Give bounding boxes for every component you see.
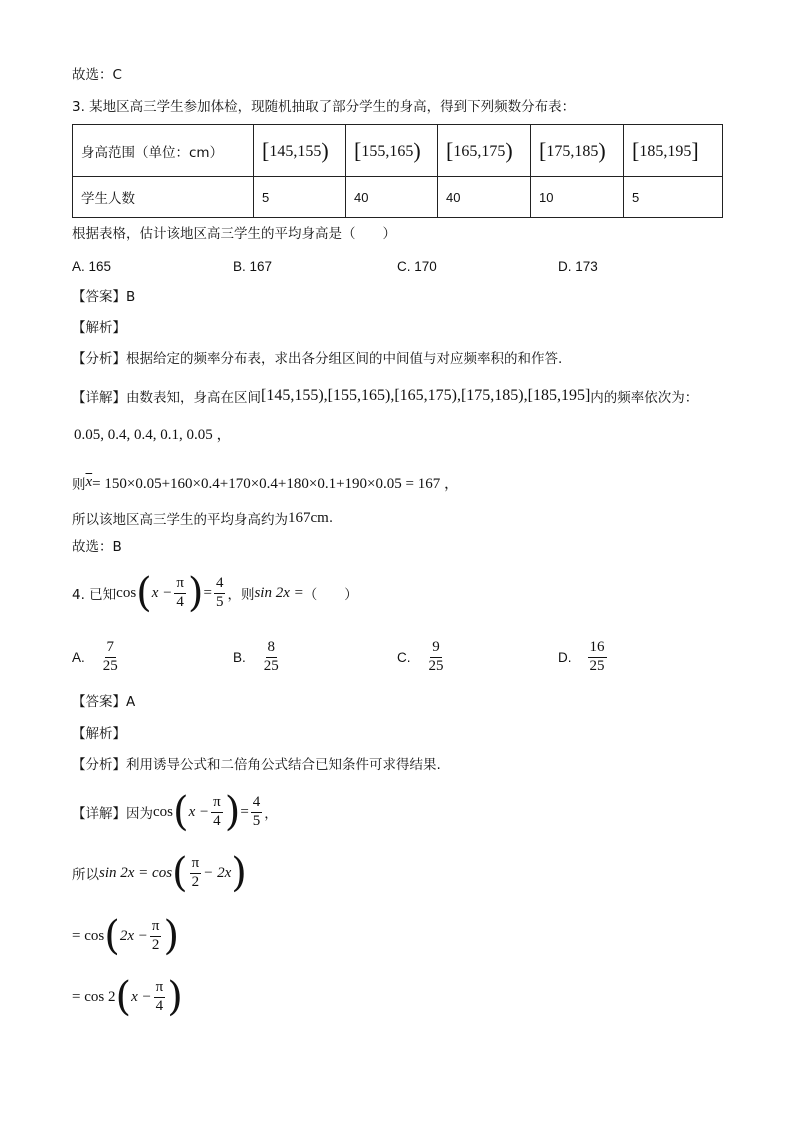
table-cell-interval: [155,165) [346, 125, 438, 177]
x-minus: x − [151, 584, 173, 601]
table-cell-count: 5 [624, 177, 723, 218]
q3-analysis-tag: 【解析】 [72, 320, 126, 336]
fraction-pi-over-4: $\frac{\pi}{4}$ [213, 794, 221, 829]
q3-xiangjie-intervals: [145,155),[155,165),[165,175),[175,185),[185,195] [261, 387, 591, 404]
q3-question: 根据表格，估计该地区高三学生的平均身高是（ ） [72, 226, 396, 242]
step1-lhs: sin 2x = cos [99, 864, 173, 881]
mean-symbol: $\overline{x}$ [85, 474, 93, 490]
table-count-label: 学生人数 [73, 177, 254, 218]
cos-symbol: cos [153, 803, 173, 820]
q3-conclusion-prefix: 所以该地区高三学生的平均身高约为 [72, 512, 288, 528]
x-minus: x − [188, 803, 210, 820]
comma: ， [264, 806, 278, 822]
table-cell-interval: [175,185) [531, 125, 624, 177]
q3-frequencies: 0.05, 0.4, 0.4, 0.1, 0.05 ， [74, 427, 232, 443]
q4-answer: 【答案】A [72, 694, 136, 710]
fraction-pi-over-4: $\frac{\pi}{4}$ [176, 575, 184, 610]
table-cell-interval: [145,155) [254, 125, 346, 177]
cos-symbol: cos [116, 584, 137, 601]
frequency-table [72, 124, 723, 218]
q3-conclusion [72, 508, 333, 528]
option-c-fraction: $\frac{9}{25}$ [428, 639, 444, 674]
q3-option-b: B. 167 [233, 259, 273, 274]
option-d-fraction: $\frac{16}{25}$ [589, 639, 605, 674]
fraction-4-over-5: $\frac{4}{5}$ [215, 575, 224, 610]
q3-answer: 【答案】B [72, 289, 136, 305]
step1-prefix: 所以 [72, 867, 99, 883]
x-minus: x − [131, 988, 152, 1005]
q4-step-2 [72, 914, 179, 958]
table-row [73, 177, 723, 218]
fraction-pi-over-2: $\frac{\pi}{2}$ [151, 918, 160, 953]
option-a-fraction: $\frac{7}{25}$ [102, 639, 118, 674]
q3-final: 故选：B [72, 539, 122, 555]
step2-lhs: = cos [72, 927, 105, 944]
table-row [73, 125, 723, 177]
q3-fenxi: 【分析】根据给定的频率分布表，求出各分组区间的中间值与对应频率积的和作答. [72, 351, 563, 367]
q4-fenxi: 【分析】利用诱导公式和二倍角公式结合已知条件可求得结果. [72, 757, 441, 773]
q3-option-c: C. 170 [397, 259, 437, 274]
left-paren: ( [104, 913, 120, 959]
left-paren: ( [136, 570, 152, 616]
q4-step-3 [72, 975, 183, 1019]
sin2x: sin 2x = [254, 584, 304, 601]
table-cell-interval: [165,175) [438, 125, 531, 177]
table-cell-count: 40 [346, 177, 438, 218]
equals: = [240, 803, 249, 820]
q4-option-a: A. $\frac{7}{25}$ [72, 639, 118, 674]
fraction-pi-over-4: $\frac{\pi}{4}$ [155, 979, 164, 1014]
table-header-label: 身高范围（单位：cm） [73, 125, 254, 177]
q3-option-d: D. 173 [558, 259, 598, 274]
q4-option-b: B. $\frac{8}{25}$ [233, 639, 279, 674]
right-paren: ) [167, 974, 183, 1020]
q4-analysis-tag: 【解析】 [72, 726, 126, 742]
q3-stem: 3. 某地区高三学生参加体检，现随机抽取了部分学生的身高，得到下列频数分布表： [72, 99, 576, 115]
q4-option-c: C. $\frac{9}{25}$ [397, 639, 444, 674]
q3-calculation [72, 472, 459, 493]
minus-2x: − 2x [203, 864, 232, 881]
fraction-pi-over-2: $\frac{\pi}{2}$ [191, 855, 200, 890]
q4-option-d: D. $\frac{16}{25}$ [558, 639, 605, 674]
left-paren: ( [173, 789, 189, 835]
q4-stem-mid: ，则 [227, 587, 255, 603]
right-paren: ) [187, 570, 204, 616]
q3-conclusion-value: 167cm [288, 509, 329, 526]
fraction-4-over-5: $\frac{4}{5}$ [252, 794, 261, 829]
q3-xiangjie-prefix: 【详解】由数表知，身高在区间 [72, 390, 261, 406]
q3-xiangjie [72, 386, 698, 406]
step2-2x-minus: 2x − [119, 927, 148, 944]
step3-lhs: = cos 2 [72, 988, 116, 1005]
q3-xiangjie-suffix: 内的频率依次为： [590, 390, 699, 406]
table-cell-count: 40 [438, 177, 531, 218]
q4-stem [72, 571, 358, 615]
left-paren: ( [115, 974, 132, 1020]
option-b-fraction: $\frac{8}{25}$ [263, 639, 279, 674]
q4-xiangjie-prefix: 【详解】因为 [72, 806, 153, 822]
table-cell-interval: [185,195] [624, 125, 723, 177]
q4-stem-suffix: （ ） [303, 587, 358, 603]
table-cell-count: 10 [531, 177, 624, 218]
equals: = [203, 584, 212, 601]
right-paren: ) [163, 913, 180, 959]
q4-stem-prefix: 4. 已知 [72, 587, 117, 603]
q3-conclusion-suffix: . [328, 510, 334, 526]
left-paren: ( [172, 850, 188, 896]
right-paren: ) [231, 850, 247, 896]
right-paren: ) [224, 789, 241, 835]
previous-answer: 故选：C [72, 67, 122, 83]
q4-xiangjie [72, 790, 278, 834]
q3-option-a: A. 165 [72, 259, 112, 274]
table-cell-count: 5 [254, 177, 346, 218]
q3-calc-prefix: 则 [72, 476, 86, 493]
q3-calc-expression: = 150×0.05+160×0.4+170×0.4+180×0.1+190×0.05 = 167 ， [92, 476, 459, 492]
q4-step-1 [72, 851, 247, 895]
